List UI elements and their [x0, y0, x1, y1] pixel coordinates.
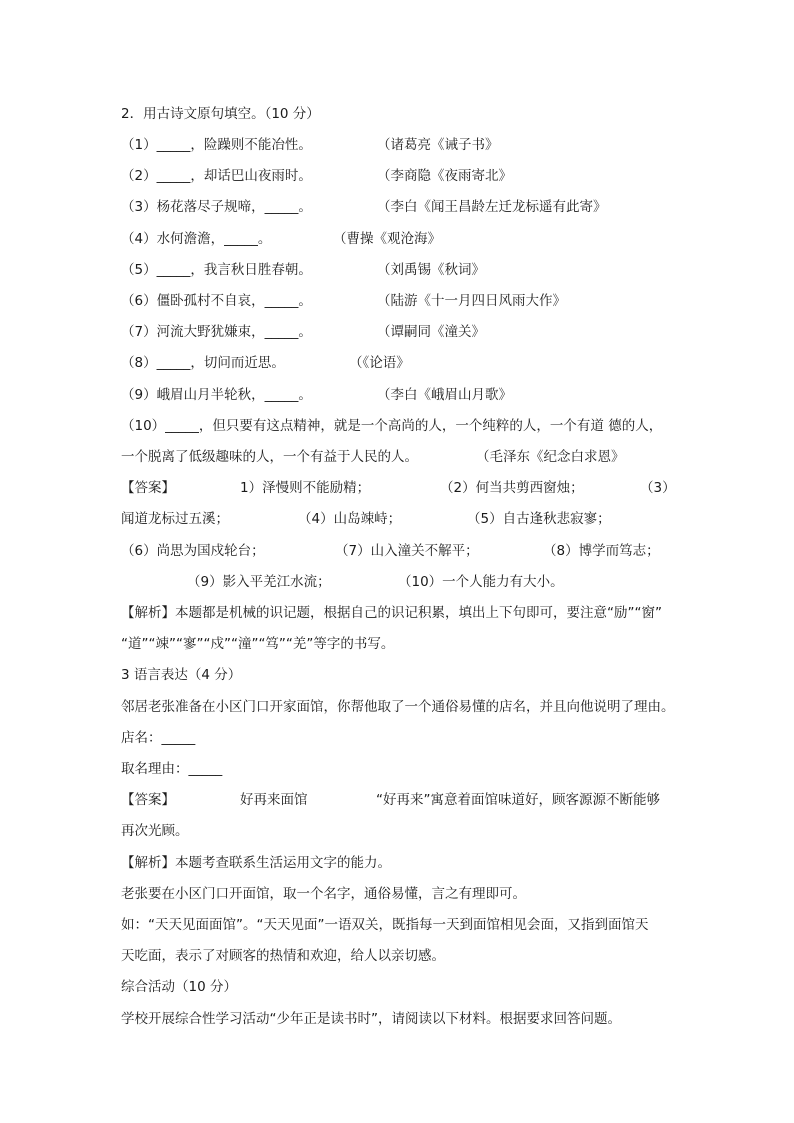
q2-item-2: （2）_____，却话巴山夜雨时。: [121, 168, 312, 184]
q2-answer-8: （8）博学而笃志；: [543, 543, 660, 559]
q3-analysis-line1: 【解析】本题考查联系生活运用文字的能力。: [121, 855, 391, 871]
q2-item-9: （9）峨眉山月半轮秋，_____。: [121, 387, 312, 403]
q2-answer-1: 1）泽慢则不能励精；: [240, 480, 371, 496]
q3-reason: 取名理由：_____: [121, 761, 223, 777]
q3-answer-name: 好再来面馆: [240, 792, 308, 808]
q2-item-5: （5）_____，我言秋日胜春朝。: [121, 262, 312, 278]
q2-analysis-line2: “道”“竦”“寥”“戍”“潼”“笃”“羌”等字的书写。: [121, 636, 395, 652]
q2-item-3-source: （李白《闻王昌龄左迁龙标遥有此寄》: [377, 199, 607, 215]
q2-item-8-source: （《论语》: [349, 355, 410, 371]
q2-answer-7: （7）山入潼关不解平；: [335, 543, 479, 559]
q2-answer-10: （10）一个人能力有大小。: [398, 574, 564, 590]
q2-answer-4: （4）山岛竦峙；: [298, 511, 402, 527]
q2-item-4-source: （曹操《观沧海》: [333, 231, 441, 247]
q3-example-line1: 如：“天天见面面馆”。“天天见面”一语双关，既指每一天到面馆相见会面，又指到面馆天: [121, 917, 649, 933]
q3-title: 3 语言表达（4 分）: [121, 667, 242, 683]
q2-item-2-source: （李商隐《夜雨寄北》: [377, 168, 512, 184]
q2-item-6-source: （陆游《十一月四日风雨大作》: [377, 293, 566, 309]
q2-item-10-line1: （10）_____，但只要有这点精神，就是一个高尚的人，一个纯粹的人，一个有道 德的人，: [121, 418, 663, 434]
q3-shop-name: 店名：_____: [121, 730, 196, 746]
q2-item-7: （7）河流大野犹嫌束，_____。: [121, 324, 312, 340]
q2-item-1: （1）_____，险躁则不能冶性。: [121, 137, 312, 153]
q4-intro: 学校开展综合性学习活动“少年正是读书时”，请阅读以下材料。根据要求回答问题。: [121, 1011, 621, 1027]
q2-answer-5: （5）自古逢秋悲寂寥；: [467, 511, 611, 527]
q2-item-9-source: （李白《峨眉山月歌》: [377, 387, 512, 403]
q2-item-6: （6）僵卧孤村不自哀，_____。: [121, 293, 312, 309]
q2-item-5-source: （刘禹锡《秋词》: [377, 262, 485, 278]
q2-answer-label: 【答案】: [121, 480, 175, 496]
q4-title: 综合活动（10 分）: [121, 979, 237, 995]
q2-analysis-line1: 【解析】本题都是机械的识记题，根据自己的识记积累，填出上下句即可，要注意“励”“窗”: [121, 605, 662, 621]
q2-answer-9: （9）影入平羌江水流；: [187, 574, 331, 590]
q3-example-line2: 天吃面，表示了对顾客的热情和欢迎，给人以亲切感。: [121, 948, 445, 964]
q2-item-7-source: （谭嗣同《潼关》: [377, 324, 485, 340]
q2-answer-2: （2）何当共剪西窗烛；: [440, 480, 584, 496]
q3-prompt: 邻居老张准备在小区门口开家面馆，你帮他取了一个通俗易懂的店名，并且向他说明了理由。: [121, 699, 675, 715]
q3-answer-label: 【答案】: [121, 792, 175, 808]
q3-answer-reason-line1: “好再来”寓意着面馆味道好，顾客源源不断能够: [376, 792, 660, 808]
q2-item-1-source: （诸葛亮《诫子书》: [377, 137, 499, 153]
q2-item-3: （3）杨花落尽子规啼，_____。: [121, 199, 312, 215]
q2-item-10-source: （毛泽东《纪念白求恩》: [476, 449, 625, 465]
q3-analysis-line2: 老张要在小区门口开面馆，取一个名字，通俗易懂，言之有理即可。: [121, 886, 526, 902]
q3-answer-reason-line2: 再次光顾。: [121, 823, 189, 839]
q2-answer-6: （6）尚思为国戍轮台；: [121, 543, 265, 559]
q2-item-4: （4）水何澹澹，_____。: [121, 231, 272, 247]
q2-item-10-line2: 一个脱离了低级趣味的人，一个有益于人民的人。: [121, 449, 418, 465]
q2-item-8: （8）_____，切问而近思。: [121, 355, 285, 371]
q2-answer-3: 闻道龙标过五溪；: [121, 511, 229, 527]
q2-title: 2．用古诗文原句填空。（10 分）: [121, 106, 320, 122]
q2-answer-3-num: （3）: [640, 480, 676, 496]
